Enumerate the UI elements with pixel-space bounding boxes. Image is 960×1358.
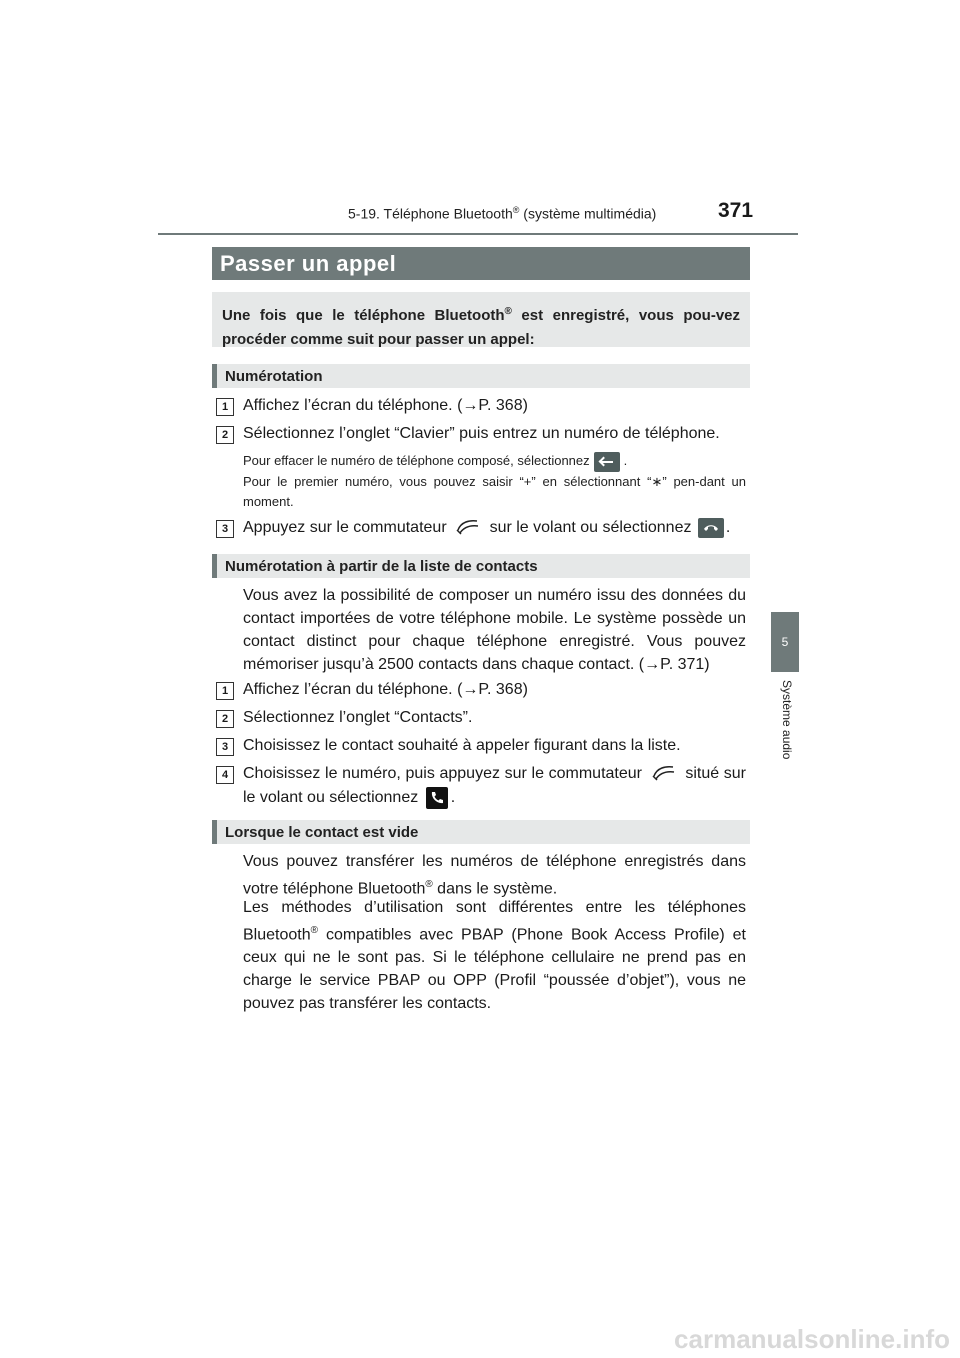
section-heading-contacts: Numérotation à partir de la liste de contacts [212,554,750,578]
phone-switch-icon [651,764,677,784]
step-text: Sélectionnez l’onglet “Clavier” puis entrez un numéro de téléphone. [243,425,720,442]
watermark-logo [0,1318,960,1358]
step-number: 2 [216,426,234,444]
step-text: Choisissez le contact souhaité à appeler figurant dans la liste. [243,737,681,754]
step-text: Appuyez sur le commutateur sur le volant ou sélectionnez . [243,519,731,536]
section-heading-empty-contact: Lorsque le contact est vide [212,820,750,844]
backspace-icon [594,452,620,472]
body-paragraph: Les méthodes d’utilisation sont différentes entre les téléphones Bluetooth® compatibles avec PBAP (Phone Book Access Profile) et ceux qui ne le sont pas. Si le téléphone cellulaire ne prend pas en charge le service PBAP ou OPP (Profil “poussée d’objet”), vous ne pouvez pas transférer les contacts. [243,899,746,1013]
chapter-label: Système audio [780,680,794,760]
phone-handset-icon [426,787,448,809]
step-text: Affichez l’écran du téléphone. (→P. 368) [243,681,528,698]
phone-switch-icon [455,518,481,538]
step-number: 4 [216,766,234,784]
step-number: 1 [216,398,234,416]
step-number: 3 [216,738,234,756]
note-text: Pour le premier numéro, vous pouvez saisir “+” en sélectionnant “∗” pen-dant un moment. [243,474,746,509]
note-text: Pour effacer le numéro de téléphone composé, sélectionnez . [243,451,746,472]
running-header: 5-19. Téléphone Bluetooth® (système multimédia) [348,205,657,222]
body-paragraph: Vous pouvez transférer les numéros de téléphone enregistrés dans votre téléphone Bluetooth® dans le système. [243,853,746,898]
step-text: Affichez l’écran du téléphone. (→P. 368) [243,397,528,414]
section-intro-text: Vous avez la possibilité de composer un numéro issu des données du contact importées de votre téléphone mobile. Le système possède un contact distinct pour chaque téléphone enregistré. Vous pouvez mémoriser jusqu’à 2500 contacts dans chaque contact. (→P. 371) [243,587,746,673]
section-heading-dialing: Numérotation [212,364,750,388]
step-text: Sélectionnez l’onglet “Contacts”. [243,709,473,726]
watermark-text: carmanualsonline.info [674,1324,950,1354]
step-text: Choisissez le numéro, puis appuyez sur le commutateur situé sur le volant ou sélectionnez . [243,762,746,810]
page-title: Passer un appel [212,247,750,280]
header-divider [158,233,798,235]
chapter-tab: 5 [771,612,799,672]
step-number: 3 [216,520,234,538]
page-number: 371 [718,199,754,222]
call-button-icon [698,518,724,538]
step-number: 1 [216,682,234,700]
intro-box: Une fois que le téléphone Bluetooth® est enregistré, vous pou-vez procéder comme suit pour passer un appel: [212,292,750,347]
step-number: 2 [216,710,234,728]
